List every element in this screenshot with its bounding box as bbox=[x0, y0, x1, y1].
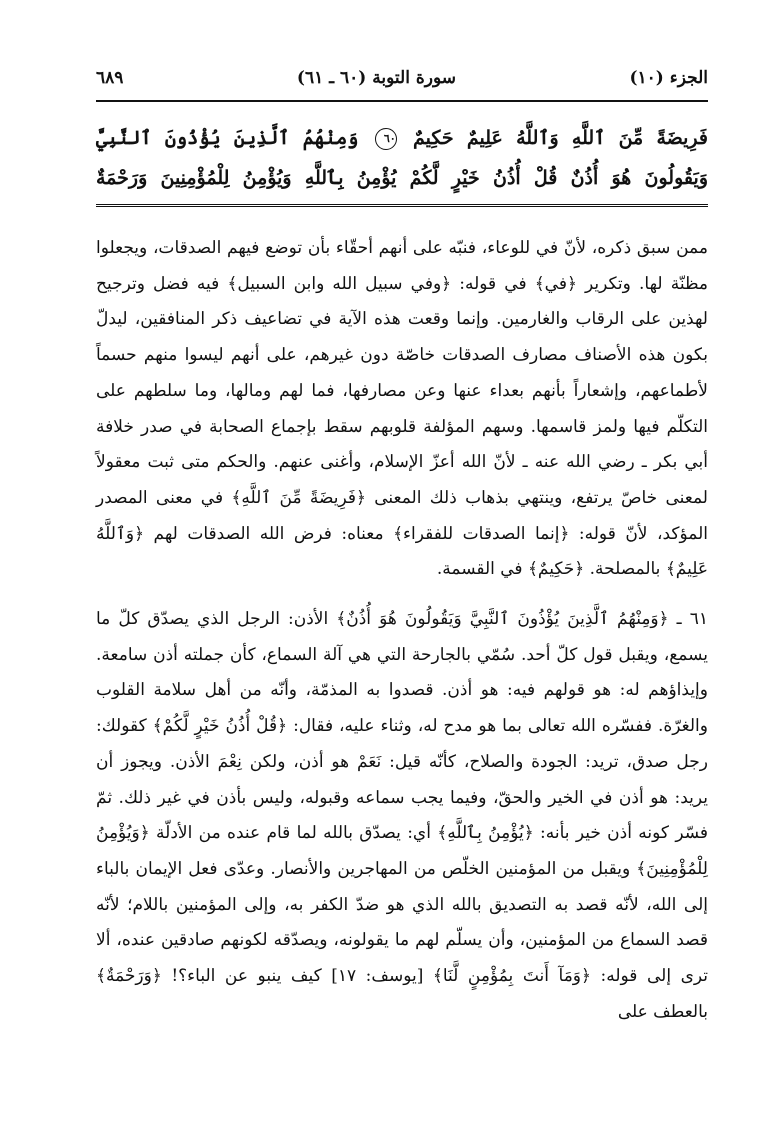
book-page bbox=[96, 56, 708, 1106]
commentary-paragraph-2: ٦١ ـ ﴿وَمِنْهُمُ ٱلَّذِينَ يُؤْذُونَ ٱلنَّبِيَّ وَيَقُولُونَ هُوَ أُذُنٌ﴾ الأذن: الرجل الذي يصدّق كلّ ما يسمع، ويقبل قول كلّ أحد. سُمّي بالجارحة التي هي آلة السماع، كأن جملته أذن سامعة. وإيذاؤهم له: هو قولهم فيه: هو أذن. قصدوا به المذمّة، وأنّه من أهل سلامة القلوب والغرّة. ففسّره الله تعالى بما هو مدح له، وثناء عليه، فقال: ﴿قُلْ أُذُنُ خَيْرٍ لَّكُمْ﴾ كقولك: رجل صدق، تريد: الجودة والصلاح، كأنّه قيل: نَعَمْ هو أذن، ولكن نِعْمَ الأذن. ويجوز أن يريد: هو أذن في الخير والحقّ، وفيما يجب سماعه وقبوله، وليس بأذن في غير ذلك. ثمّ فسّر كونه أذن خير بأنه: ﴿يُؤْمِنُ بِٱللَّهِ﴾ أي: يصدّق بالله لما قام عنده من الأدلّة ﴿وَيُؤْمِنُ لِلْمُؤْمِنِينَ﴾ ويقبل من المؤمنين الخلّص من المهاجرين والأنصار. وعدّى فعل الإيمان بالباء إلى الله، لأنّه قصد به التصديق بالله الذي هو ضدّ الكفر به، وإلى المؤمنين باللام؛ لأنّه قصد السماع من المؤمنين، وأن يسلّم لهم ما يقولونه، ويصدّقه لكونهم صادقين عنده، ألا ترى إلى قوله: ﴿وَمَآ أَنتَ بِمُؤْمِنٍ لَّنَا﴾ [يوسف: ١٧] كيف ينبو عن الباء؟! ﴿وَرَحْمَةٌ﴾ بالعطف على bbox=[96, 609, 709, 1022]
quran-verse-box bbox=[96, 112, 708, 204]
verse-line-2: وَيَقُولُونَ هُوَ أُذُنٌ قُلْ أُذُنُ خَيْرٍ لَّكُمْ يُؤْمِنُ بِٱللَّهِ وَيُؤْمِنُ لِلْمُؤْمِنِينَ وَرَحْمَةٌ bbox=[96, 167, 708, 189]
verse-text-1b: وَمِنْهُمُ ٱلَّذِينَ يُؤْذُونَ ٱلنَّبِيَّ bbox=[96, 127, 359, 149]
commentary-body bbox=[96, 231, 708, 1030]
page-number: ٦٨٩ bbox=[96, 68, 124, 88]
verse-number-marker: ٦٠ bbox=[375, 128, 397, 150]
running-header bbox=[96, 56, 708, 100]
part-label: الجزء (١٠) bbox=[629, 68, 708, 88]
header-rule bbox=[96, 100, 708, 102]
verse-line-1 bbox=[96, 118, 708, 158]
verse-rule bbox=[96, 204, 708, 209]
verse-text-1a: فَرِيضَةً مِّنَ ٱللَّهِ وَٱللَّهُ عَلِيمٌ حَكِيمٌ bbox=[412, 127, 708, 149]
commentary-paragraph-1: ممن سبق ذكره، لأنّ في للوعاء، فنبّه على أنهم أحقّاء بأن توضع فيهم الصدقات، ويجعلوا مظنّة لها. وتكرير ﴿في﴾ في قوله: ﴿وفي سبيل الله وابن السبيل﴾ فيه فضل وترجيح لهذين على الرقاب والغارمين. وإنما وقعت هذه الآية في تضاعيف ذكر المنافقين، ليدلّ بكون هذه الأصناف مصارف الصدقات خاصّة دون غيرهم، على أنهم ليسوا منهم حسماً لأطماعهم، وإشعاراً بأنهم بعداء عنها وعن مصارفها، فما لهم ومالها، وما سلطهم على التكلّم فيها ولمز قاسمها. وسهم المؤلفة قلوبهم سقط بإجماع الصحابة في صدر خلافة أبي بكر ـ رضي الله عنه ـ لأنّ الله أعزّ الإسلام، وأغنى عنهم. والحكم متى ثبت معقولاً لمعنى خاصّ يرتفع، وينتهي بذهاب ذلك المعنى ﴿فَرِيضَةً مِّنَ ٱللَّهِ﴾ في معنى المصدر المؤكد، لأنّ قوله: ﴿إنما الصدقات للفقراء﴾ معناه: فرض الله الصدقات لهم ﴿وَٱللَّهُ عَلِيمٌ﴾ بالمصلحة. ﴿حَكِيمٌ﴾ في القسمة. bbox=[96, 238, 708, 580]
surah-title: سورة التوبة (٦٠ ـ ٦١) bbox=[296, 68, 456, 88]
